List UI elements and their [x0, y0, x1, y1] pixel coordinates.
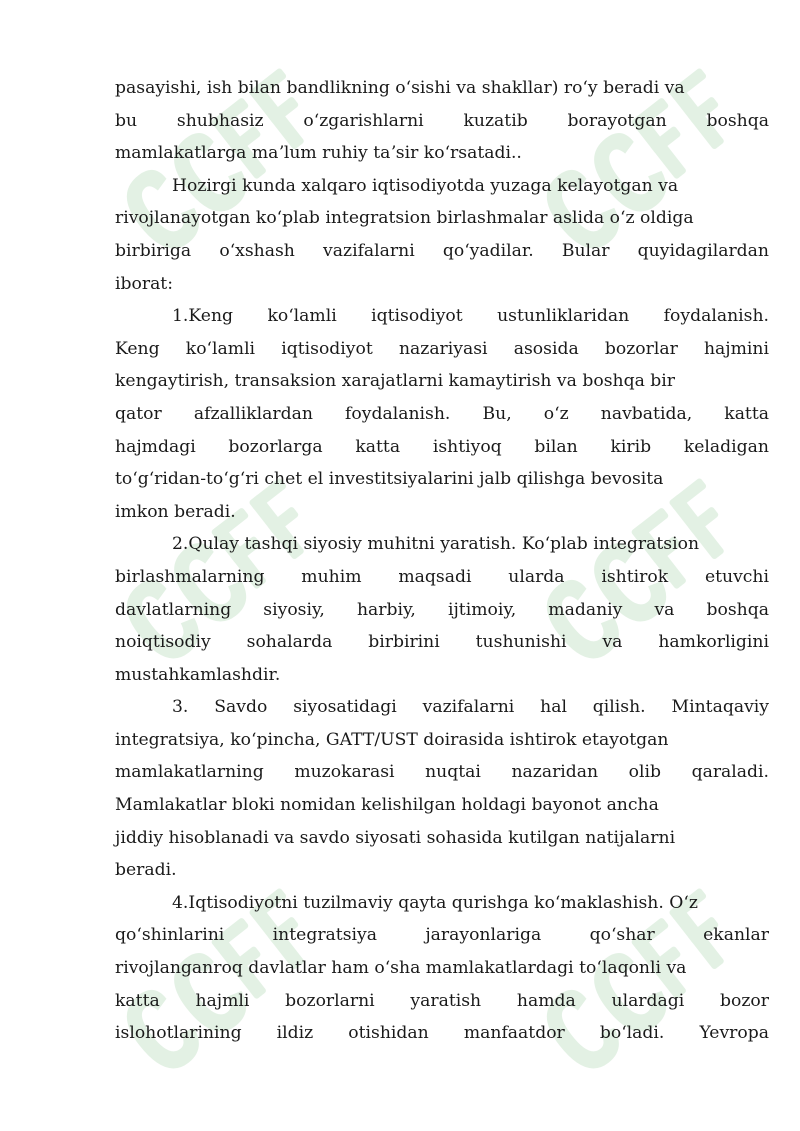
text-line: mamlakatlarning muzokarasi nuqtai nazaridan olib qaraladi. [115, 762, 769, 783]
text-line: davlatlarning siyosiy, harbiy, ijtimoiy, madaniy va boshqa [115, 599, 769, 620]
text-line: jiddiy hisoblanadi va savdo siyosati sohasida kutilgan natijalarni [115, 827, 676, 848]
text-line: beradi. [115, 860, 177, 881]
text-line: katta hajmli bozorlarni yaratish hamda ulardagi bozor [115, 990, 769, 1011]
text-line: integratsiya, koʻpincha, GATT/UST doirasida ishtirok etayotgan [115, 729, 669, 750]
text-line: islohotlarining ildiz otishidan manfaatdor boʻladi. Yevropa [115, 1023, 769, 1044]
text-line: imkon beradi. [115, 501, 236, 522]
text-line: bu shubhasiz oʻzgarishlarni kuzatib borayotgan boshqa [115, 110, 769, 131]
text-line: qator afzalliklardan foydalanish. Bu, oʻz navbatida, katta [115, 403, 769, 424]
text-line: birlashmalarning muhim maqsadi ularda ishtirok etuvchi [115, 566, 769, 587]
text-line: 4.Iqtisodiyotni tuzilmaviy qayta qurishga koʻmaklashish. Oʻz [172, 892, 698, 913]
text-line: mustahkamlashdir. [115, 664, 281, 685]
text-line: Mamlakatlar bloki nomidan kelishilgan holdagi bayonot ancha [115, 795, 659, 816]
text-line: Keng koʻlamli iqtisodiyot nazariyasi asosida bozorlar hajmini [115, 338, 769, 359]
text-line: 1.Keng koʻlamli iqtisodiyot ustunliklaridan foydalanish. [172, 306, 769, 327]
text-line: noiqtisodiy sohalarda birbirini tushunishi va hamkorligini [115, 632, 769, 653]
document-body [115, 72, 769, 1050]
text-line: rivojlanganroq davlatlar ham oʻsha mamlakatlardagi toʻlaqonli va [115, 958, 687, 979]
text-line: mamlakatlarga maʼlum ruhiy taʼsir koʻrsatadi.. [115, 143, 522, 164]
text-line: 3. Savdo siyosatidagi vazifalarni hal qilish. Mintaqaviy [172, 697, 769, 718]
text-line: Hozirgi kunda xalqaro iqtisodiyotda yuzaga kelayotgan va [172, 175, 679, 196]
text-line: 2.Qulay tashqi siyosiy muhitni yaratish. Koʻplab integratsion [172, 534, 700, 555]
text-line: qoʻshinlarini integratsiya jarayonlariga qoʻshar ekanlar [115, 925, 769, 946]
text-line: kengaytirish, transaksion xarajatlarni kamaytirish va boshqa bir [115, 371, 676, 392]
text-line: toʻgʻridan-toʻgʻri chet el investitsiyalarini jalb qilishga bevosita [115, 469, 664, 490]
text-line: birbiriga oʻxshash vazifalarni qoʻyadilar. Bular quyidagilardan [115, 240, 769, 261]
text-line: hajmdagi bozorlarga katta ishtiyoq bilan kirib keladigan [115, 436, 769, 457]
text-line: rivojlanayotgan koʻplab integratsion birlashmalar aslida oʻz oldiga [115, 208, 694, 229]
text-line: iborat: [115, 273, 174, 294]
text-line: pasayishi, ish bilan bandlikning oʻsishi va shakllar) roʻy beradi va [115, 78, 685, 98]
